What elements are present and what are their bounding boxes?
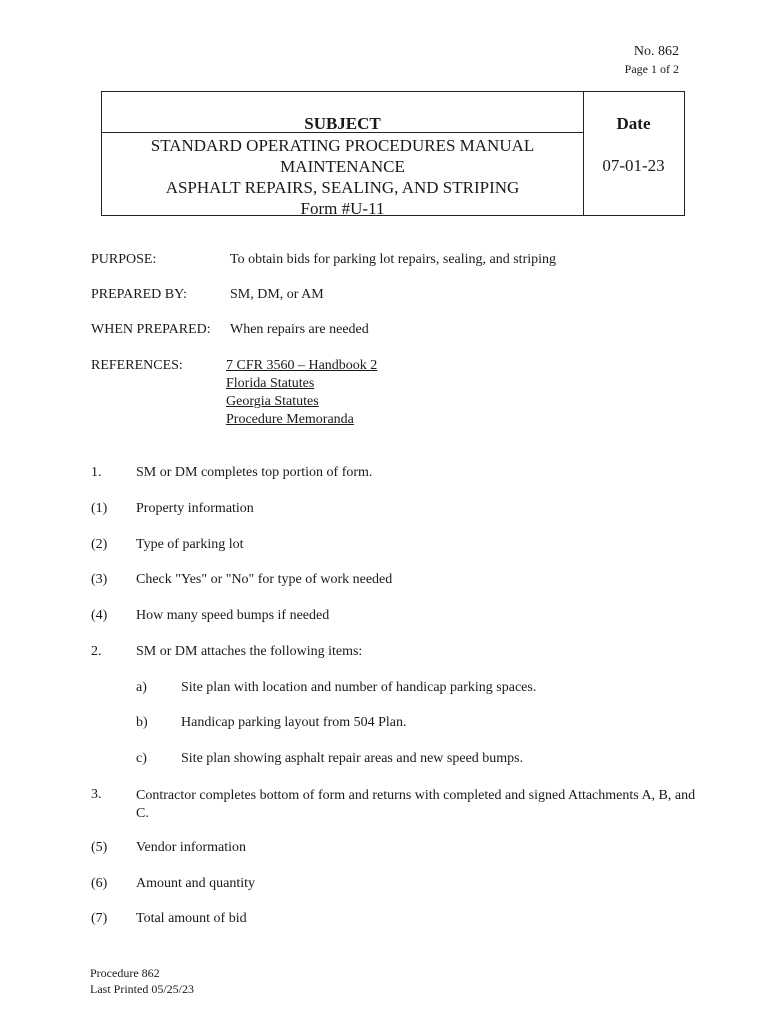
subject-line: STANDARD OPERATING PROCEDURES MANUAL <box>150 136 535 155</box>
page-indicator: Page 1 of 2 <box>624 62 679 76</box>
step-number: (3) <box>91 572 108 587</box>
step-number: (6) <box>91 876 108 891</box>
when-prepared-label: WHEN PREPARED: <box>91 322 211 337</box>
step-number: (7) <box>91 911 108 926</box>
date-value: 07-01-23 <box>602 156 665 175</box>
subject-heading: SUBJECT <box>304 114 381 133</box>
step-number: (2) <box>91 537 108 552</box>
step-number: 2. <box>91 644 102 659</box>
sub-item-text: Site plan showing asphalt repair areas and new speed bumps. <box>181 751 524 766</box>
subject-text <box>102 135 583 219</box>
subject-line: MAINTENANCE <box>280 157 405 176</box>
when-prepared-value: When repairs are needed <box>230 322 369 337</box>
prepared-by-label: PREPARED BY: <box>91 287 187 302</box>
reference-link[interactable]: Procedure Memoranda <box>226 412 354 427</box>
footer-last-printed: Last Printed 05/25/23 <box>90 982 194 996</box>
date-heading: Date <box>616 114 651 133</box>
step-text: Check "Yes" or "No" for type of work needed <box>136 572 393 587</box>
reference-link[interactable]: Georgia Statutes <box>226 394 319 409</box>
reference-link[interactable]: 7 CFR 3560 – Handbook 2 <box>226 358 378 373</box>
step-number: (1) <box>91 501 108 516</box>
step-text: Vendor information <box>136 840 247 855</box>
step-number: 3. <box>91 787 102 802</box>
box-vertical-divider <box>583 92 584 215</box>
prepared-by-value: SM, DM, or AM <box>230 287 324 302</box>
purpose-value: To obtain bids for parking lot repairs, sealing, and striping <box>230 252 557 267</box>
step-text: Contractor completes bottom of form and returns with completed and signed Attachments A, B, and C. <box>136 788 696 821</box>
step-text: Total amount of bid <box>136 911 247 926</box>
sub-item-text: Site plan with location and number of handicap parking spaces. <box>181 680 537 695</box>
document-number: No. 862 <box>633 44 679 59</box>
subject-line: ASPHALT REPAIRS, SEALING, AND STRIPING <box>165 178 520 197</box>
purpose-label: PURPOSE: <box>91 252 157 267</box>
sub-item-letter: a) <box>136 680 147 695</box>
step-text: SM or DM completes top portion of form. <box>136 465 373 480</box>
step-number: 1. <box>91 465 102 480</box>
step-number: (5) <box>91 840 108 855</box>
footer-procedure: Procedure 862 <box>90 966 160 980</box>
title-box <box>101 91 685 216</box>
step-text: Type of parking lot <box>136 537 244 552</box>
step-number: (4) <box>91 608 108 623</box>
step-text: Amount and quantity <box>136 876 255 891</box>
reference-link[interactable]: Florida Statutes <box>226 376 315 391</box>
step-text: Property information <box>136 501 254 516</box>
sub-item-text: Handicap parking layout from 504 Plan. <box>181 715 407 730</box>
sub-item-letter: b) <box>136 715 148 730</box>
sub-item-letter: c) <box>136 751 147 766</box>
step-text: How many speed bumps if needed <box>136 608 330 623</box>
references-label: REFERENCES: <box>91 358 183 373</box>
step-text: SM or DM attaches the following items: <box>136 644 363 659</box>
subject-line: Form #U-11 <box>300 199 385 218</box>
